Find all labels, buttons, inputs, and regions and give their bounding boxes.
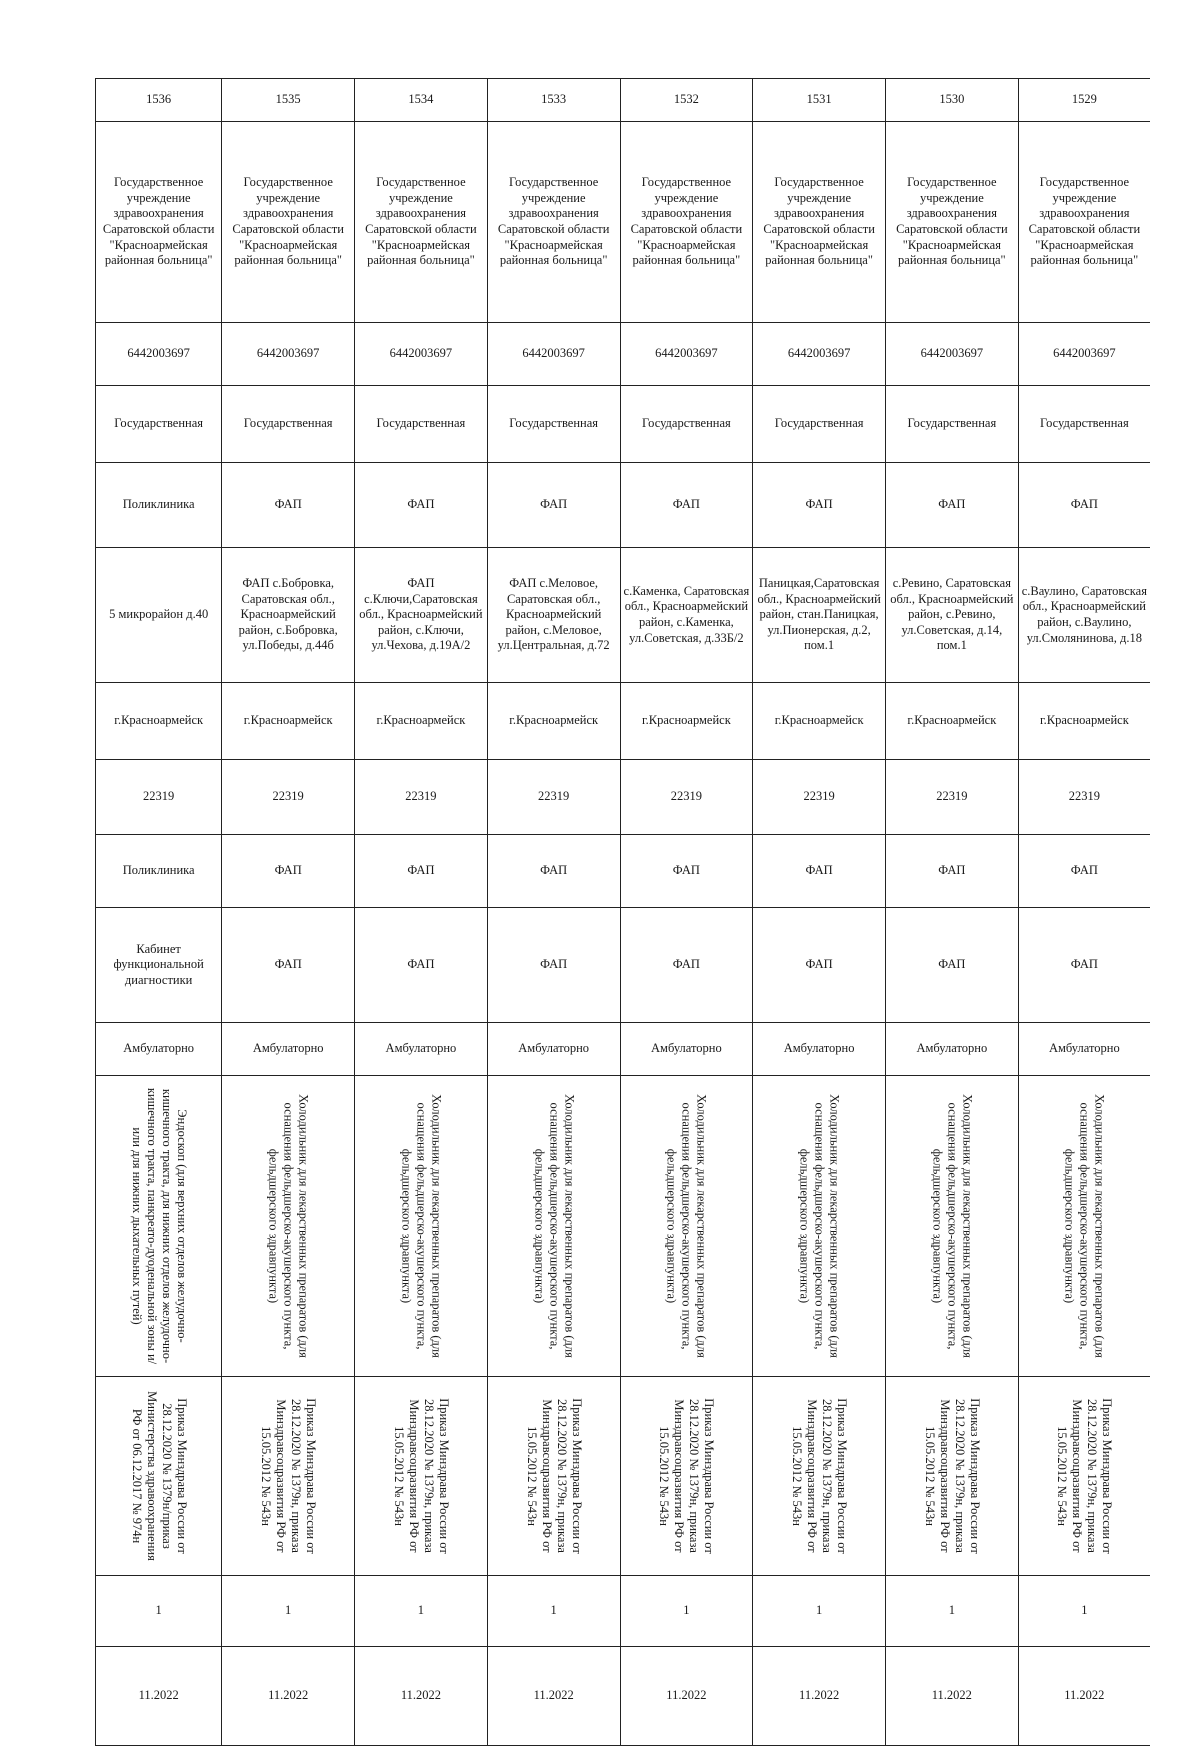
care-mode-cell: Амбулаторно bbox=[1018, 1023, 1150, 1076]
department-cell: Поликлиника bbox=[96, 835, 222, 908]
quantity-cell: 1 bbox=[1018, 1576, 1150, 1647]
organization-name-cell: Государственное учреждение здравоохранения Саратовской области "Красноармейская районная больница" bbox=[885, 122, 1018, 323]
quantity-cell: 1 bbox=[885, 1576, 1018, 1647]
inn-cell: 6442003697 bbox=[885, 323, 1018, 386]
scanned-register-page bbox=[95, 78, 1150, 1703]
address-cell: ФАП с.Бобровка, Саратовская обл., Красноармейский район, с.Бобровка, ул.Победы, д.44б bbox=[222, 548, 355, 683]
ownership-form-cell: Государственная bbox=[96, 386, 222, 463]
room-cell: Кабинет функциональной диагностики bbox=[96, 908, 222, 1023]
care-mode-cell: Амбулаторно bbox=[620, 1023, 753, 1076]
order-reference-cell bbox=[96, 1377, 222, 1576]
table-row bbox=[96, 1576, 1151, 1647]
row-number-cell: 1531 bbox=[753, 79, 886, 122]
address-cell: 5 микрорайон д.40 bbox=[96, 548, 222, 683]
table-row bbox=[96, 760, 1151, 835]
care-mode-cell: Амбулаторно bbox=[96, 1023, 222, 1076]
address-cell: с.Каменка, Саратовская обл., Красноармейский район, с.Каменка, ул.Советская, д.33Б/2 bbox=[620, 548, 753, 683]
organization-name-cell: Государственное учреждение здравоохранения Саратовской области "Красноармейская районная больница" bbox=[487, 122, 620, 323]
address-cell: ФАП с.Меловое, Саратовская обл., Красноармейский район, с.Меловое, ул.Центральная, д.72 bbox=[487, 548, 620, 683]
department-cell: ФАП bbox=[222, 835, 355, 908]
table-row bbox=[96, 835, 1151, 908]
organization-name-cell: Государственное учреждение здравоохранения Саратовской области "Красноармейская районная больница" bbox=[620, 122, 753, 323]
facility-type-cell: ФАП bbox=[355, 463, 488, 548]
code-cell: 22319 bbox=[222, 760, 355, 835]
code-cell: 22319 bbox=[885, 760, 1018, 835]
order-reference-cell bbox=[355, 1377, 488, 1576]
delivery-date-cell: 11.2022 bbox=[355, 1647, 488, 1746]
code-cell: 22319 bbox=[355, 760, 488, 835]
table-row bbox=[96, 463, 1151, 548]
delivery-date-cell: 11.2022 bbox=[222, 1647, 355, 1746]
room-cell: ФАП bbox=[753, 908, 886, 1023]
department-cell: ФАП bbox=[487, 835, 620, 908]
equipment-text: Холодильник для лекарственных препаратов (для оснащения фельдшерско-акушерского пункта, фельдшерского здравпункта) bbox=[930, 1094, 975, 1358]
order-reference-cell bbox=[620, 1377, 753, 1576]
inn-cell: 6442003697 bbox=[1018, 323, 1150, 386]
department-cell: ФАП bbox=[753, 835, 886, 908]
table-row bbox=[96, 79, 1151, 122]
inn-cell: 6442003697 bbox=[620, 323, 753, 386]
care-mode-cell: Амбулаторно bbox=[753, 1023, 886, 1076]
equipment-text: Холодильник для лекарственных препаратов (для оснащения фельдшерско-акушерского пункта, фельдшерского здравпункта) bbox=[266, 1094, 311, 1358]
delivery-date-cell: 11.2022 bbox=[1018, 1647, 1150, 1746]
table-row bbox=[96, 908, 1151, 1023]
delivery-date-cell: 11.2022 bbox=[487, 1647, 620, 1746]
delivery-date-cell: 11.2022 bbox=[96, 1647, 222, 1746]
code-cell: 22319 bbox=[1018, 760, 1150, 835]
order-reference-text: Приказ Минздрава России от 28.12.2020 № 1379н, приказа Минздравсоцразвития РФ от 15.05.2012 № 543н bbox=[1055, 1398, 1115, 1554]
address-cell: с.Ваулино, Саратовская обл., Красноармейский район, с.Ваулино, ул.Смолянинова, д.18 bbox=[1018, 548, 1150, 683]
facility-type-cell: ФАП bbox=[885, 463, 1018, 548]
city-cell: г.Красноармейск bbox=[753, 683, 886, 760]
ownership-form-cell: Государственная bbox=[355, 386, 488, 463]
order-reference-text: Приказ Минздрава России от 28.12.2020 № 1379н, приказа Минздравсоцразвития РФ от 15.05.2012 № 543н bbox=[790, 1398, 850, 1554]
equipment-text: Эндоскоп (для верхних отделов желудочно-кишечного тракта, для нижних отделов желудочно-кишечного тракта, панкреато-дуоденальной зоны и/или для нижних дыхательных путей) bbox=[129, 1087, 189, 1365]
quantity-cell: 1 bbox=[753, 1576, 886, 1647]
order-reference-text: Приказ Минздрава России от 28.12.2020 № 1379н, приказа Минздравсоцразвития РФ от 15.05.2012 № 543н bbox=[922, 1398, 982, 1554]
equipment-cell bbox=[1018, 1076, 1150, 1377]
inn-cell: 6442003697 bbox=[753, 323, 886, 386]
row-number-cell: 1532 bbox=[620, 79, 753, 122]
equipment-cell bbox=[355, 1076, 488, 1377]
department-cell: ФАП bbox=[620, 835, 753, 908]
code-cell: 22319 bbox=[620, 760, 753, 835]
order-reference-cell bbox=[885, 1377, 1018, 1576]
order-reference-cell bbox=[487, 1377, 620, 1576]
equipment-cell bbox=[487, 1076, 620, 1377]
inn-cell: 6442003697 bbox=[222, 323, 355, 386]
equipment-cell bbox=[753, 1076, 886, 1377]
city-cell: г.Красноармейск bbox=[885, 683, 1018, 760]
city-cell: г.Красноармейск bbox=[222, 683, 355, 760]
quantity-cell: 1 bbox=[487, 1576, 620, 1647]
facility-type-cell: ФАП bbox=[487, 463, 620, 548]
inn-cell: 6442003697 bbox=[355, 323, 488, 386]
equipment-cell bbox=[620, 1076, 753, 1377]
facility-type-cell: ФАП bbox=[753, 463, 886, 548]
room-cell: ФАП bbox=[222, 908, 355, 1023]
room-cell: ФАП bbox=[355, 908, 488, 1023]
address-cell: с.Ревино, Саратовская обл., Красноармейский район, с.Ревино, ул.Советская, д.14, пом.1 bbox=[885, 548, 1018, 683]
city-cell: г.Красноармейск bbox=[1018, 683, 1150, 760]
ownership-form-cell: Государственная bbox=[885, 386, 1018, 463]
order-reference-cell bbox=[222, 1377, 355, 1576]
facility-type-cell: ФАП bbox=[620, 463, 753, 548]
room-cell: ФАП bbox=[885, 908, 1018, 1023]
order-reference-text: Приказ Минздрава России от 28.12.2020 № 1379н, приказа Минздравсоцразвития РФ от 15.05.2012 № 543н bbox=[657, 1398, 717, 1554]
address-cell: ФАП с.Ключи,Саратовская обл., Красноармейский район, с.Ключи, ул.Чехова, д.19А/2 bbox=[355, 548, 488, 683]
organization-name-cell: Государственное учреждение здравоохранения Саратовской области "Красноармейская районная больница" bbox=[222, 122, 355, 323]
table-row bbox=[96, 122, 1151, 323]
equipment-cell bbox=[96, 1076, 222, 1377]
organization-name-cell: Государственное учреждение здравоохранения Саратовской области "Красноармейская районная больница" bbox=[753, 122, 886, 323]
organization-name-cell: Государственное учреждение здравоохранения Саратовской области "Красноармейская районная больница" bbox=[96, 122, 222, 323]
care-mode-cell: Амбулаторно bbox=[355, 1023, 488, 1076]
row-number-cell: 1535 bbox=[222, 79, 355, 122]
equipment-register-table bbox=[95, 78, 1150, 1746]
city-cell: г.Красноармейск bbox=[487, 683, 620, 760]
table-row bbox=[96, 1023, 1151, 1076]
delivery-date-cell: 11.2022 bbox=[885, 1647, 1018, 1746]
delivery-date-cell: 11.2022 bbox=[753, 1647, 886, 1746]
table-row bbox=[96, 386, 1151, 463]
row-number-cell: 1536 bbox=[96, 79, 222, 122]
equipment-text: Холодильник для лекарственных препаратов (для оснащения фельдшерско-акушерского пункта, фельдшерского здравпункта) bbox=[797, 1094, 842, 1358]
quantity-cell: 1 bbox=[96, 1576, 222, 1647]
quantity-cell: 1 bbox=[620, 1576, 753, 1647]
quantity-cell: 1 bbox=[222, 1576, 355, 1647]
row-number-cell: 1529 bbox=[1018, 79, 1150, 122]
organization-name-cell: Государственное учреждение здравоохранения Саратовской области "Красноармейская районная больница" bbox=[355, 122, 488, 323]
order-reference-cell bbox=[1018, 1377, 1150, 1576]
table-row bbox=[96, 1377, 1151, 1576]
care-mode-cell: Амбулаторно bbox=[885, 1023, 1018, 1076]
quantity-cell: 1 bbox=[355, 1576, 488, 1647]
order-reference-cell bbox=[753, 1377, 886, 1576]
address-cell: Паницкая,Саратовская обл., Красноармейский район, стан.Паницкая, ул.Пионерская, д.2, пом.1 bbox=[753, 548, 886, 683]
ownership-form-cell: Государственная bbox=[487, 386, 620, 463]
department-cell: ФАП bbox=[885, 835, 1018, 908]
row-number-cell: 1534 bbox=[355, 79, 488, 122]
ownership-form-cell: Государственная bbox=[222, 386, 355, 463]
table-row bbox=[96, 1647, 1151, 1746]
room-cell: ФАП bbox=[1018, 908, 1150, 1023]
department-cell: ФАП bbox=[1018, 835, 1150, 908]
equipment-text: Холодильник для лекарственных препаратов (для оснащения фельдшерско-акушерского пункта, фельдшерского здравпункта) bbox=[664, 1094, 709, 1358]
ownership-form-cell: Государственная bbox=[753, 386, 886, 463]
facility-type-cell: ФАП bbox=[222, 463, 355, 548]
order-reference-text: Приказ Минздрава России от 28.12.2020 № 1379н, приказа Минздравсоцразвития РФ от 15.05.2012 № 543н bbox=[259, 1398, 319, 1554]
table-row bbox=[96, 683, 1151, 760]
table-row bbox=[96, 1076, 1151, 1377]
delivery-date-cell: 11.2022 bbox=[620, 1647, 753, 1746]
ownership-form-cell: Государственная bbox=[620, 386, 753, 463]
department-cell: ФАП bbox=[355, 835, 488, 908]
city-cell: г.Красноармейск bbox=[96, 683, 222, 760]
code-cell: 22319 bbox=[753, 760, 886, 835]
table-row bbox=[96, 548, 1151, 683]
equipment-text: Холодильник для лекарственных препаратов (для оснащения фельдшерско-акушерского пункта, фельдшерского здравпункта) bbox=[1062, 1094, 1107, 1358]
order-reference-text: Приказ Минздрава России от 28.12.2020 № 1379н/приказ Министерства здравоохранения РФ от 06.12.2017 № 974н bbox=[129, 1391, 189, 1561]
facility-type-cell: ФАП bbox=[1018, 463, 1150, 548]
organization-name-cell: Государственное учреждение здравоохранения Саратовской области "Красноармейская районная больница" bbox=[1018, 122, 1150, 323]
city-cell: г.Красноармейск bbox=[355, 683, 488, 760]
inn-cell: 6442003697 bbox=[487, 323, 620, 386]
code-cell: 22319 bbox=[96, 760, 222, 835]
facility-type-cell: Поликлиника bbox=[96, 463, 222, 548]
equipment-cell bbox=[222, 1076, 355, 1377]
row-number-cell: 1530 bbox=[885, 79, 1018, 122]
code-cell: 22319 bbox=[487, 760, 620, 835]
row-number-cell: 1533 bbox=[487, 79, 620, 122]
care-mode-cell: Амбулаторно bbox=[487, 1023, 620, 1076]
equipment-text: Холодильник для лекарственных препаратов (для оснащения фельдшерско-акушерского пункта, фельдшерского здравпункта) bbox=[399, 1094, 444, 1358]
table-row bbox=[96, 323, 1151, 386]
order-reference-text: Приказ Минздрава России от 28.12.2020 № 1379н, приказа Минздравсоцразвития РФ от 15.05.2012 № 543н bbox=[391, 1398, 451, 1554]
room-cell: ФАП bbox=[487, 908, 620, 1023]
equipment-text: Холодильник для лекарственных препаратов (для оснащения фельдшерско-акушерского пункта, фельдшерского здравпункта) bbox=[532, 1094, 577, 1358]
order-reference-text: Приказ Минздрава России от 28.12.2020 № 1379н, приказа Минздравсоцразвития РФ от 15.05.2012 № 543н bbox=[524, 1398, 584, 1554]
ownership-form-cell: Государственная bbox=[1018, 386, 1150, 463]
room-cell: ФАП bbox=[620, 908, 753, 1023]
city-cell: г.Красноармейск bbox=[620, 683, 753, 760]
equipment-cell bbox=[885, 1076, 1018, 1377]
inn-cell: 6442003697 bbox=[96, 323, 222, 386]
care-mode-cell: Амбулаторно bbox=[222, 1023, 355, 1076]
